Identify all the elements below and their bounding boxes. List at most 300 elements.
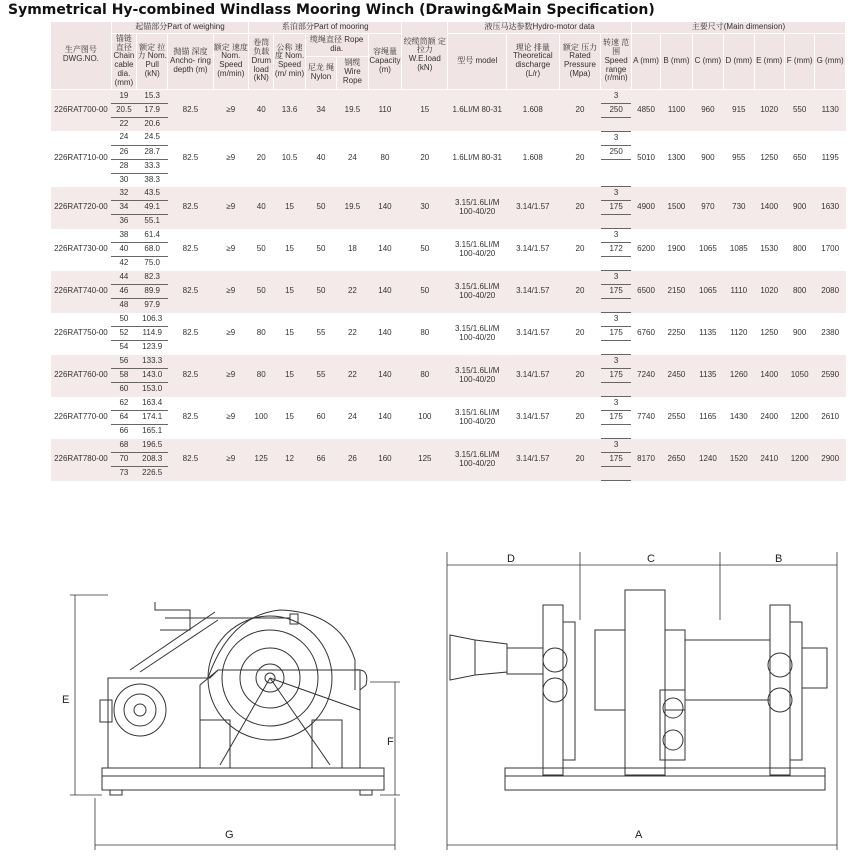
cell-dim-g: 1195 xyxy=(821,153,839,163)
cell-anchoring-depth: 82.5 xyxy=(182,412,199,422)
cell-drum-load: 50 xyxy=(249,271,274,313)
table-row xyxy=(51,131,846,145)
header-anchoring-depth: 抛锚 深度 Ancho- ring depth (m) xyxy=(168,33,213,89)
cell-chain-dia: 24 xyxy=(111,131,136,145)
cell-rated-pressure: 20 xyxy=(559,89,601,131)
cell-nom-pull: 55.1 xyxy=(136,215,167,229)
cell-speed-range xyxy=(601,117,631,131)
cell-nom-pull: 68.0 xyxy=(136,243,167,257)
header-rated-pressure: 额定 压力 Rated Pressure (Mpa) xyxy=(559,33,601,89)
cell-chain-dia: 36 xyxy=(111,215,136,229)
cell-speed-range: 3 xyxy=(601,89,631,103)
header-dim-g: G (mm) xyxy=(815,33,846,89)
cell-mooring-speed: 15 xyxy=(274,187,305,229)
table-row xyxy=(51,439,846,453)
cell-nylon: 40 xyxy=(316,153,326,163)
cell-model: 3.15/1.6LI/M 100-40/20 xyxy=(448,187,507,229)
cell-dim-b: 1300 xyxy=(667,153,686,163)
cell-dim-f: 900 xyxy=(792,328,807,338)
cell-speed-range: 3 xyxy=(601,397,631,411)
cell-dim-a: 6500 xyxy=(631,271,660,313)
cell-mooring-speed: 10.5 xyxy=(281,153,298,163)
cell-wire-rope: 22 xyxy=(347,328,357,338)
cell-dim-a: 6760 xyxy=(637,328,655,338)
header-nom-pull: 额定 拉力 Nom. Pull (kN) xyxy=(136,33,167,89)
cell-dim-a: 6200 xyxy=(637,244,655,254)
cell-dwg-no: 226RAT710-00 xyxy=(54,153,108,163)
cell-chain-dia: 22 xyxy=(111,117,136,131)
cell-we-load: 20 xyxy=(420,153,430,163)
header-model: 型号 model xyxy=(448,33,507,89)
cell-chain-dia: 66 xyxy=(119,426,129,436)
cell-nom-pull: 143.0 xyxy=(136,369,167,383)
cell-chain-dia: 56 xyxy=(111,355,136,369)
table-row xyxy=(51,313,846,327)
cell-dim-c: 1165 xyxy=(699,412,717,422)
cell-dim-d: 1260 xyxy=(724,355,754,397)
cell-dwg-no: 226RAT780-00 xyxy=(51,439,112,481)
cell-wire-rope: 19.5 xyxy=(337,187,368,229)
cell-mooring-speed: 13.6 xyxy=(274,89,305,131)
cell-nylon: 55 xyxy=(305,355,336,397)
header-dim-c: C (mm) xyxy=(692,33,723,89)
cell-speed-range: 3 xyxy=(601,313,631,327)
cell-dim-f: 650 xyxy=(792,153,807,163)
cell-chain-dia: 30 xyxy=(119,174,129,184)
cell-chain-dia: 54 xyxy=(119,342,129,352)
cell-dim-a: 4850 xyxy=(631,89,660,131)
cell-we-load: 125 xyxy=(402,439,448,481)
cell-anchor-speed: ≥9 xyxy=(213,355,249,397)
cell-nylon: 50 xyxy=(305,271,336,313)
cell-drum-load: 40 xyxy=(249,89,274,131)
cell-dim-e: 1250 xyxy=(760,153,779,163)
cell-anchoring-depth: 82.5 xyxy=(168,89,213,131)
cell-speed-range: 250 xyxy=(601,145,631,159)
cell-rated-pressure: 20 xyxy=(575,328,585,338)
cell-dim-d: 1085 xyxy=(729,244,748,254)
cell-anchor-speed: ≥9 xyxy=(213,187,249,229)
cell-dim-a: 5010 xyxy=(637,153,655,163)
cell-dim-c: 960 xyxy=(692,89,723,131)
cell-dim-g: 2610 xyxy=(821,412,840,422)
cell-speed-range: 175 xyxy=(601,453,631,467)
cell-dim-d: 955 xyxy=(732,153,746,163)
cell-dim-c: 1135 xyxy=(692,355,723,397)
cell-nom-pull: 174.1 xyxy=(136,411,167,425)
cell-theoretical-discharge: 3.14/1.57 xyxy=(516,412,550,422)
cell-speed-range: 3 xyxy=(601,187,631,201)
cell-dim-b: 2650 xyxy=(661,439,692,481)
cell-speed-range: 175 xyxy=(601,369,631,383)
cell-dwg-no: 226RAT700-00 xyxy=(51,89,112,131)
cell-nom-pull: 15.3 xyxy=(136,89,167,103)
cell-chain-dia: 50 xyxy=(111,313,136,327)
cell-dim-c: 1065 xyxy=(699,244,717,254)
table-row xyxy=(51,355,846,369)
cell-rated-pressure: 20 xyxy=(575,244,585,254)
cell-nom-pull: 133.3 xyxy=(136,355,167,369)
cell-dim-f: 900 xyxy=(784,187,814,229)
cell-dim-g: 2380 xyxy=(821,328,840,338)
cell-dim-d: 1110 xyxy=(724,271,754,313)
cell-anchoring-depth: 82.5 xyxy=(182,244,199,254)
cell-speed-range xyxy=(601,341,631,355)
cell-wire-rope: 24 xyxy=(347,153,357,163)
cell-nylon: 34 xyxy=(305,89,336,131)
cell-nom-pull: 43.5 xyxy=(136,187,167,201)
cell-mooring-speed: 15 xyxy=(285,412,294,422)
cell-capacity: 140 xyxy=(368,271,402,313)
cell-theoretical-discharge: 3.14/1.57 xyxy=(507,439,559,481)
dim-label-b: B xyxy=(775,553,783,565)
cell-capacity: 140 xyxy=(378,412,392,422)
cell-dim-f: 1050 xyxy=(784,355,814,397)
header-dwg-no: 生产图号 DWG.NO. xyxy=(51,22,112,90)
cell-model: 1.6LI/M 80-31 xyxy=(452,153,502,163)
cell-drum-load: 20 xyxy=(256,153,266,163)
cell-capacity: 140 xyxy=(368,187,402,229)
cell-speed-range xyxy=(601,257,631,271)
cell-speed-range: 175 xyxy=(601,201,631,215)
cell-dim-g: 2080 xyxy=(815,271,846,313)
cell-dim-d: 1430 xyxy=(729,412,748,422)
cell-model: 3.15/1.6LI/M 100-40/20 xyxy=(448,439,507,481)
cell-capacity: 140 xyxy=(378,328,392,338)
page-title: Symmetrical Hy-combined Windlass Mooring Winch (Drawing&Main Specification) xyxy=(8,2,655,18)
cell-drum-load: 125 xyxy=(249,439,274,481)
cell-anchor-speed: ≥9 xyxy=(226,244,236,254)
cell-chain-dia: 32 xyxy=(111,187,136,201)
cell-dim-e: 1020 xyxy=(754,271,784,313)
cell-rated-pressure: 20 xyxy=(559,355,601,397)
cell-dim-d: 1120 xyxy=(730,328,748,338)
cell-drum-load: 80 xyxy=(249,355,274,397)
group-mooring: 系泊部分Part of mooring xyxy=(249,22,402,34)
cell-wire-rope: 22 xyxy=(337,271,368,313)
cell-chain-dia: 58 xyxy=(111,369,136,383)
cell-mooring-speed: 15 xyxy=(274,271,305,313)
header-theoretical-discharge: 理论 排量 Theoretical discharge (L/r) xyxy=(507,33,559,89)
cell-rated-pressure: 20 xyxy=(575,153,585,163)
cell-rated-pressure: 20 xyxy=(559,271,601,313)
cell-dim-a: 4900 xyxy=(631,187,660,229)
cell-theoretical-discharge: 3.14/1.57 xyxy=(516,244,550,254)
cell-theoretical-discharge: 3.14/1.57 xyxy=(507,271,559,313)
table-row xyxy=(51,187,846,201)
cell-nom-pull: 75.0 xyxy=(144,258,160,268)
cell-we-load: 80 xyxy=(420,328,430,338)
cell-nom-pull: 61.4 xyxy=(136,229,167,243)
group-hydro-motor: 液压马达参数Hydro-motor data xyxy=(448,22,631,34)
cell-anchoring-depth: 82.5 xyxy=(168,271,213,313)
cell-anchoring-depth: 82.5 xyxy=(168,187,213,229)
cell-chain-dia: 73 xyxy=(111,467,136,481)
cell-anchoring-depth: 82.5 xyxy=(168,355,213,397)
cell-dwg-no: 226RAT740-00 xyxy=(51,271,112,313)
cell-chain-dia: 60 xyxy=(111,383,136,397)
cell-chain-dia: 62 xyxy=(111,397,136,411)
group-main-dimension: 主要尺寸(Main dimension) xyxy=(631,22,845,34)
cell-we-load: 100 xyxy=(418,412,432,422)
cell-theoretical-discharge: 3.14/1.57 xyxy=(507,187,559,229)
cell-anchor-speed: ≥9 xyxy=(213,439,249,481)
cell-anchor-speed: ≥9 xyxy=(226,153,236,163)
cell-capacity: 110 xyxy=(368,89,402,131)
cell-chain-dia: 70 xyxy=(111,453,136,467)
cell-nom-pull: 208.3 xyxy=(136,453,167,467)
cell-nylon: 66 xyxy=(305,439,336,481)
cell-speed-range: 175 xyxy=(601,411,631,425)
header-mooring-speed: 公称 速度 Nom. Speed (m/ min) xyxy=(274,33,305,89)
cell-drum-load: 40 xyxy=(249,187,274,229)
table-row xyxy=(51,397,846,411)
header-dim-a: A (mm) xyxy=(631,33,660,89)
cell-wire-rope: 18 xyxy=(347,244,357,254)
cell-chain-dia: 38 xyxy=(111,229,136,243)
header-capacity: 容绳量 Capacity (m) xyxy=(368,33,402,89)
cell-nom-pull: 20.6 xyxy=(136,117,167,131)
cell-nom-pull: 24.5 xyxy=(136,131,167,145)
cell-anchoring-depth: 82.5 xyxy=(168,439,213,481)
cell-dim-e: 1400 xyxy=(754,187,784,229)
front-view-drawing xyxy=(445,540,850,857)
header-dim-d: D (mm) xyxy=(724,33,754,89)
header-anchor-speed: 额定 速度 Nom. Speed (m/min) xyxy=(213,33,249,89)
cell-drum-load: 100 xyxy=(254,412,268,422)
cell-model: 3.15/1.6LI/M 100-40/20 xyxy=(454,407,500,426)
header-dim-f: F (mm) xyxy=(784,33,814,89)
cell-nom-pull: 28.7 xyxy=(136,145,167,159)
header-chain-dia: 锚链 直径 Chain cable dia. (mm) xyxy=(111,33,136,89)
cell-speed-range: 3 xyxy=(601,131,631,145)
cell-model: 1.6LI/M 80-31 xyxy=(448,89,507,131)
group-weighing: 起锚部分Part of weighing xyxy=(111,22,248,34)
cell-dwg-no: 226RAT760-00 xyxy=(51,355,112,397)
cell-we-load: 50 xyxy=(402,271,448,313)
cell-dim-c: 1135 xyxy=(699,328,717,338)
cell-dim-g: 1130 xyxy=(815,89,846,131)
spec-table-body xyxy=(51,89,846,481)
cell-speed-range xyxy=(601,383,631,397)
cell-dim-f: 1200 xyxy=(790,412,809,422)
cell-mooring-speed: 15 xyxy=(274,355,305,397)
dim-label-f: F xyxy=(387,736,394,748)
cell-nylon: 60 xyxy=(316,412,326,422)
header-wire-rope: 钢缆 Wire Rope xyxy=(337,56,368,89)
cell-nom-pull: 49.1 xyxy=(136,201,167,215)
cell-dim-b: 1500 xyxy=(661,187,692,229)
cell-dim-a: 8170 xyxy=(631,439,660,481)
cell-anchor-speed: ≥9 xyxy=(213,89,249,131)
dim-label-e: E xyxy=(62,694,70,706)
cell-we-load: 30 xyxy=(402,187,448,229)
cell-we-load: 50 xyxy=(420,244,430,254)
cell-speed-range xyxy=(601,299,631,313)
cell-nom-pull: 114.9 xyxy=(136,327,167,341)
header-dim-b: B (mm) xyxy=(661,33,692,89)
cell-dim-a: 7240 xyxy=(631,355,660,397)
cell-dwg-no: 226RAT720-00 xyxy=(51,187,112,229)
cell-dwg-no: 226RAT730-00 xyxy=(54,244,108,254)
cell-dwg-no: 226RAT750-00 xyxy=(54,328,108,338)
cell-dim-b: 2450 xyxy=(661,355,692,397)
cell-dim-b: 2550 xyxy=(667,412,686,422)
cell-dim-f: 550 xyxy=(784,89,814,131)
cell-wire-rope: 22 xyxy=(337,355,368,397)
side-view-drawing xyxy=(40,540,435,857)
cell-chain-dia: 52 xyxy=(111,327,136,341)
cell-theoretical-discharge: 1.608 xyxy=(522,153,543,163)
cell-model: 3.15/1.6LI/M 100-40/20 xyxy=(454,239,500,258)
cell-chain-dia: 48 xyxy=(111,299,136,313)
cell-dim-e: 1020 xyxy=(754,89,784,131)
cell-drum-load: 50 xyxy=(256,244,266,254)
header-nylon: 尼龙 绳 Nylon xyxy=(305,56,336,89)
cell-chain-dia: 26 xyxy=(111,145,136,159)
cell-chain-dia: 44 xyxy=(111,271,136,285)
cell-nom-pull: 33.3 xyxy=(136,159,167,173)
cell-dim-b: 1900 xyxy=(667,244,686,254)
cell-dim-c: 1065 xyxy=(692,271,723,313)
table-row xyxy=(51,271,846,285)
cell-dim-e: 2410 xyxy=(754,439,784,481)
cell-nom-pull: 89.9 xyxy=(136,285,167,299)
cell-speed-range: 3 xyxy=(601,355,631,369)
cell-chain-dia: 28 xyxy=(111,159,136,173)
cell-dim-e: 1250 xyxy=(760,328,779,338)
cell-dim-d: 1520 xyxy=(724,439,754,481)
cell-nom-pull: 97.9 xyxy=(136,299,167,313)
cell-capacity: 140 xyxy=(368,355,402,397)
cell-nylon: 50 xyxy=(305,187,336,229)
cell-anchoring-depth: 82.5 xyxy=(182,328,199,338)
cell-theoretical-discharge: 3.14/1.57 xyxy=(516,328,550,338)
cell-dim-d: 730 xyxy=(724,187,754,229)
dim-label-g: G xyxy=(225,829,234,841)
cell-model: 3.15/1.6LI/M 100-40/20 xyxy=(448,271,507,313)
cell-speed-range: 3 xyxy=(601,229,631,243)
base-frame xyxy=(102,768,384,790)
cell-dim-f: 800 xyxy=(784,271,814,313)
cell-wire-rope: 19.5 xyxy=(337,89,368,131)
cell-dim-g: 2590 xyxy=(815,355,846,397)
cell-wire-rope: 24 xyxy=(347,412,357,422)
cell-mooring-speed: 15 xyxy=(285,244,294,254)
cell-we-load: 80 xyxy=(402,355,448,397)
cell-drum-load: 80 xyxy=(256,328,266,338)
cell-nom-pull: 226.5 xyxy=(136,467,167,481)
dim-label-a: A xyxy=(635,829,643,841)
cell-nylon: 50 xyxy=(316,244,326,254)
cell-we-load: 15 xyxy=(402,89,448,131)
cell-dim-g: 2900 xyxy=(815,439,846,481)
cell-anchor-speed: ≥9 xyxy=(226,412,236,422)
cell-chain-dia: 34 xyxy=(111,201,136,215)
cell-nom-pull: 106.3 xyxy=(136,313,167,327)
cell-anchoring-depth: 82.5 xyxy=(182,153,199,163)
header-we-load: 绞缆筒额 定拉力 W.E.load (kN) xyxy=(402,22,448,90)
cell-nom-pull: 38.3 xyxy=(144,174,160,184)
cell-model: 3.15/1.6LI/M 100-40/20 xyxy=(448,355,507,397)
header-speed-range: 转速 范围 Speed range (r/min) xyxy=(601,33,631,89)
cell-dim-b: 2250 xyxy=(667,328,686,338)
cell-nom-pull: 82.3 xyxy=(136,271,167,285)
cell-mooring-speed: 12 xyxy=(274,439,305,481)
cell-anchor-speed: ≥9 xyxy=(226,328,236,338)
dim-label-c: C xyxy=(647,553,655,565)
cell-rated-pressure: 20 xyxy=(559,439,601,481)
table-row xyxy=(51,229,846,243)
cell-speed-range: 175 xyxy=(601,285,631,299)
cell-speed-range: 172 xyxy=(601,243,631,257)
cell-dim-b: 2150 xyxy=(661,271,692,313)
cell-nom-pull: 153.0 xyxy=(136,383,167,397)
cell-theoretical-discharge: 3.14/1.57 xyxy=(507,355,559,397)
cell-dim-c: 970 xyxy=(692,187,723,229)
cell-mooring-speed: 15 xyxy=(285,328,294,338)
cell-dim-d: 915 xyxy=(724,89,754,131)
cell-dwg-no: 226RAT770-00 xyxy=(54,412,108,422)
cell-capacity: 80 xyxy=(380,153,390,163)
cell-dim-b: 1100 xyxy=(661,89,692,131)
cell-chain-dia: 19 xyxy=(111,89,136,103)
cell-nom-pull: 196.5 xyxy=(136,439,167,453)
cell-chain-dia: 40 xyxy=(111,243,136,257)
cell-dim-g: 1630 xyxy=(815,187,846,229)
cell-speed-range: 3 xyxy=(601,439,631,453)
cell-speed-range: 175 xyxy=(601,327,631,341)
cell-nom-pull: 123.9 xyxy=(142,342,163,352)
cell-dim-e: 1530 xyxy=(760,244,779,254)
cell-chain-dia: 68 xyxy=(111,439,136,453)
table-row xyxy=(51,89,846,103)
cell-capacity: 140 xyxy=(378,244,392,254)
cell-speed-range xyxy=(601,215,631,229)
cell-chain-dia: 20.5 xyxy=(111,103,136,117)
cell-nom-pull: 17.9 xyxy=(136,103,167,117)
cell-rated-pressure: 20 xyxy=(575,412,585,422)
cell-speed-range xyxy=(601,467,631,481)
cell-nylon: 55 xyxy=(316,328,326,338)
cell-dim-e: 2400 xyxy=(760,412,779,422)
cell-dim-g: 1700 xyxy=(821,244,840,254)
cell-chain-dia: 42 xyxy=(119,258,129,268)
cell-dim-f: 1200 xyxy=(784,439,814,481)
cell-dim-c: 900 xyxy=(701,153,715,163)
cell-wire-rope: 26 xyxy=(337,439,368,481)
cell-rated-pressure: 20 xyxy=(559,187,601,229)
cell-anchor-speed: ≥9 xyxy=(213,271,249,313)
cell-dim-e: 1400 xyxy=(754,355,784,397)
cell-speed-range xyxy=(601,425,631,439)
header-drum-load: 卷筒 负载 Drum load (kN) xyxy=(249,33,274,89)
subgroup-rope-dia: 缆绳直径 Rope dia. xyxy=(305,33,368,56)
cell-speed-range xyxy=(601,159,631,187)
cell-speed-range: 250 xyxy=(601,103,631,117)
cell-nom-pull: 165.1 xyxy=(142,426,163,436)
dim-label-d: D xyxy=(507,553,515,565)
cell-dim-a: 7740 xyxy=(637,412,655,422)
cell-theoretical-discharge: 1.608 xyxy=(507,89,559,131)
cell-dim-f: 800 xyxy=(792,244,807,254)
cell-dim-c: 1240 xyxy=(692,439,723,481)
header-dim-e: E (mm) xyxy=(754,33,784,89)
cell-capacity: 160 xyxy=(368,439,402,481)
spec-table xyxy=(50,21,846,481)
cell-chain-dia: 64 xyxy=(111,411,136,425)
cell-model: 3.15/1.6LI/M 100-40/20 xyxy=(454,323,500,342)
